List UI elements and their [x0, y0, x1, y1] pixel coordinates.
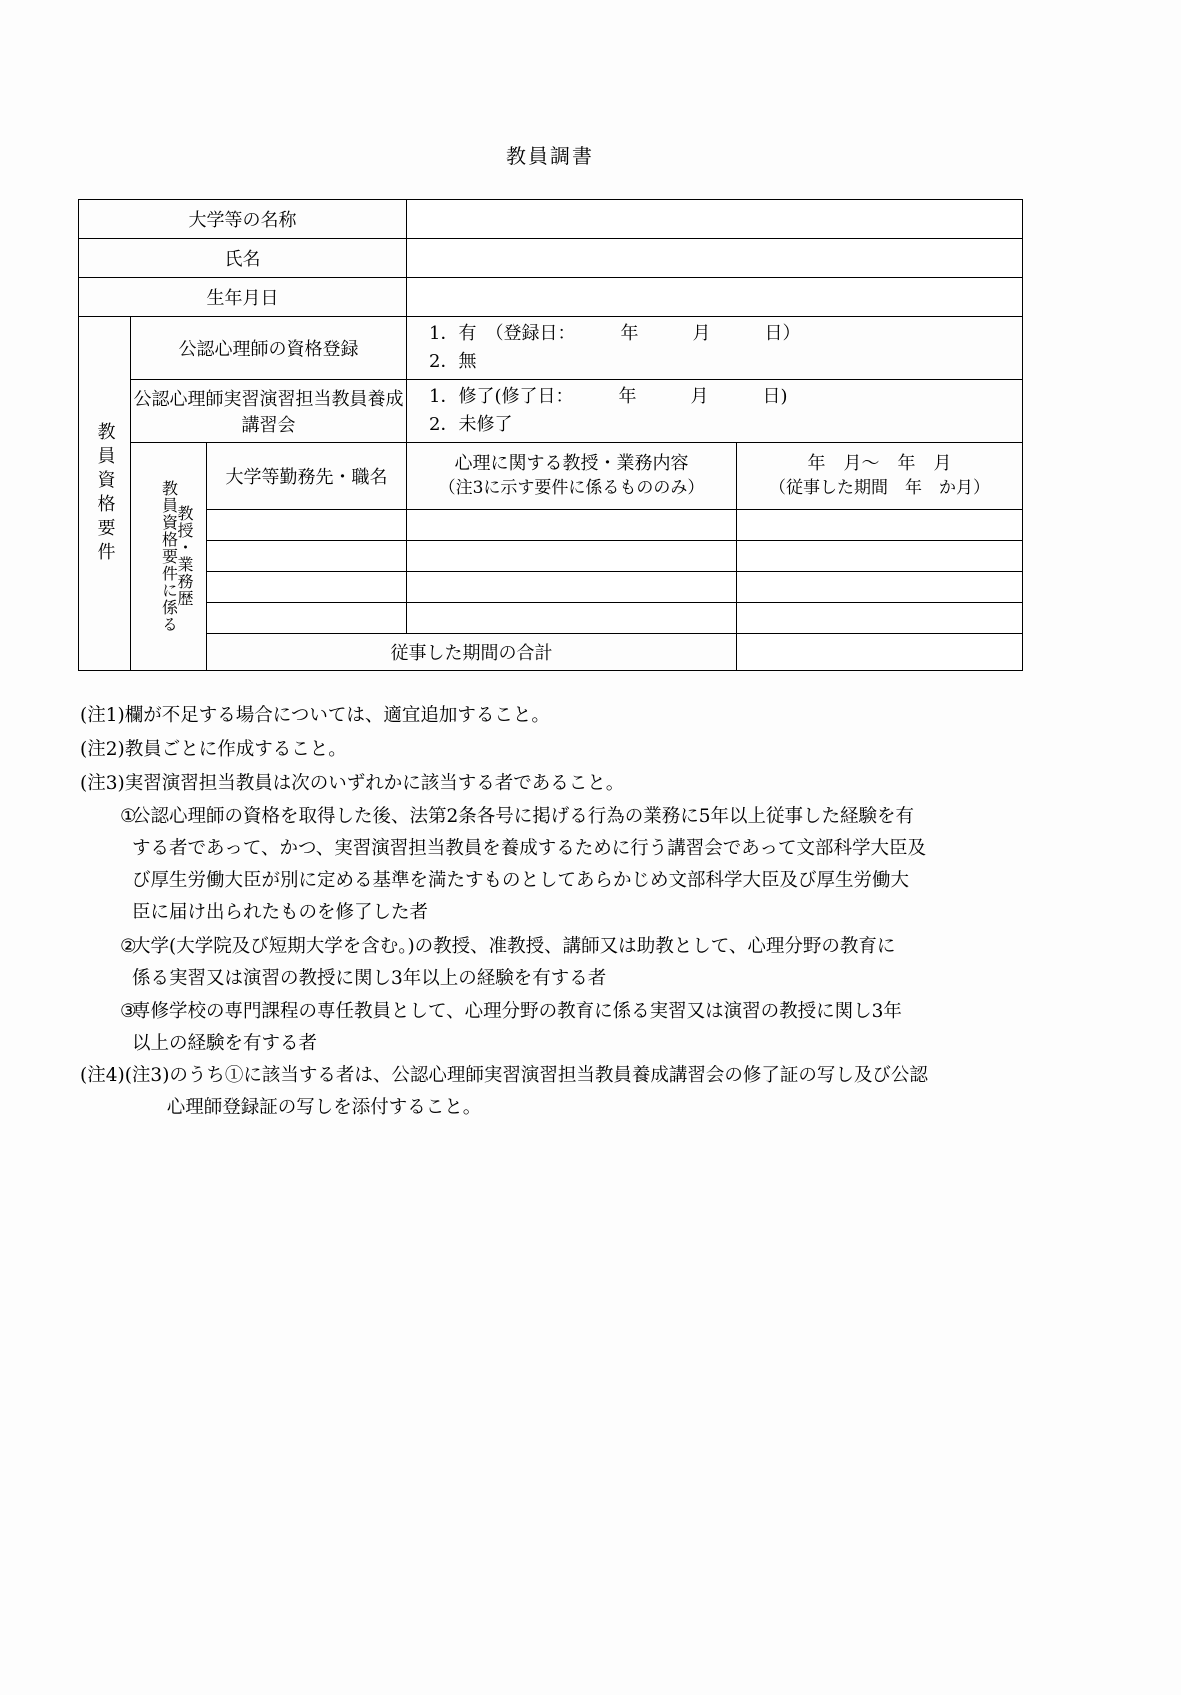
label-total-period: 従事した期間の合計 [207, 634, 737, 671]
note-2: (注2)教員ごとに作成すること。 [80, 738, 347, 760]
table-row-total [79, 634, 1023, 671]
teacher-record-table [78, 199, 1023, 671]
table-row-history-header [79, 443, 1023, 510]
section-label-qualification-requirements-text: 教員資格要件 [94, 421, 116, 566]
vertical-label-teaching-history-text: 教授・業務歴 [175, 505, 194, 607]
note-4-line2: 心理師登録証の写しを添付すること。 [166, 1096, 482, 1118]
note-4-line1: (注3)のうち①に該当する者は、公認心理師実習演習担当教員養成講習会の修了証の写し及び公認 [124, 1064, 928, 1086]
qualification-option-yes[interactable]: 1．有 （登録日： 年 月 日） [429, 323, 801, 345]
note-3-item-2-line2: 係る実習又は演習の教授に関し3年以上の経験を有する者 [132, 967, 607, 989]
note-3-item-1-body [132, 801, 1100, 928]
note-3-item-3-line1: 専修学校の専門課程の専任教員として、心理分野の教育に係る実習又は演習の教授に関し3年 [132, 1001, 902, 1023]
col-header-period [737, 443, 1023, 510]
table-row-history-entry [79, 510, 1023, 541]
section-label-qualification-requirements [79, 317, 131, 671]
entry-workplace[interactable] [207, 603, 407, 634]
table-row-birthdate [79, 278, 1023, 317]
note-3-item-1-line1: 公認心理師の資格を取得した後、法第2条各号に掲げる行為の業務に5年以上従事した経験を有 [132, 806, 915, 828]
entry-content[interactable] [407, 603, 737, 634]
col-header-period-line1: 年 月〜 年 月 [807, 453, 952, 475]
note-3-item-2-line1: 大学(大学院及び短期大学を含む。)の教授、准教授、講師又は助教として、心理分野の教育に [132, 935, 896, 957]
options-qualification-registration[interactable] [407, 317, 1023, 380]
entry-content[interactable] [407, 510, 737, 541]
table-row-name [79, 239, 1023, 278]
entry-content[interactable] [407, 572, 737, 603]
entry-workplace[interactable] [207, 572, 407, 603]
note-3-heading: (注3)実習演習担当教員は次のいずれかに該当する者であること。 [80, 772, 625, 794]
value-university-name[interactable] [407, 200, 1023, 239]
value-total-period[interactable] [737, 634, 1023, 671]
label-training-course: 公認心理師実習演習担当教員養成講習会 [131, 380, 407, 443]
value-name[interactable] [407, 239, 1023, 278]
training-option-completed[interactable]: 1．修了(修了日： 年 月 日) [429, 386, 788, 408]
table-row-history-entry [79, 541, 1023, 572]
qualification-option-no[interactable]: 2．無 [429, 351, 477, 372]
note-3-item-1 [80, 801, 1100, 928]
col-header-period-line2: （従事した期間 年 か月） [769, 477, 991, 498]
note-3-item-3-line2: 以上の経験を有する者 [132, 1033, 318, 1055]
entry-period[interactable] [737, 510, 1023, 541]
label-name: 氏名 [79, 239, 407, 278]
note-3-item-1-line3: び厚生労働大臣が別に定める基準を満たすものとしてあらかじめ文部科学大臣及び厚生労働大 [132, 870, 910, 892]
table-row-university-name [79, 200, 1023, 239]
note-3-item-1-line2: する者であって、かつ、実習演習担当教員を養成するために行う講習会であって文部科学大臣及 [132, 838, 927, 860]
entry-workplace[interactable] [207, 510, 407, 541]
note-3-item-2-marker: ② [120, 935, 137, 957]
label-qualification-registration: 公認心理師の資格登録 [131, 317, 407, 380]
label-university-name: 大学等の名称 [79, 200, 407, 239]
entry-content[interactable] [407, 541, 737, 572]
entry-period[interactable] [737, 572, 1023, 603]
table-row-history-entry [79, 572, 1023, 603]
note-3-item-1-line4: 臣に届け出られたものを修了した者 [132, 901, 429, 923]
notes-section [80, 700, 1100, 1124]
vertical-label-requirement-related-text: 教員資格要件に係る [159, 480, 179, 633]
note-4 [80, 1060, 1100, 1124]
note-3-item-3-marker: ③ [120, 1001, 137, 1023]
table-row-qualification-registration [79, 317, 1023, 380]
vertical-label-teaching-history [155, 440, 213, 672]
entry-workplace[interactable] [207, 541, 407, 572]
training-option-not-completed[interactable]: 2．未修了 [429, 414, 513, 435]
note-3-item-1-marker: ① [120, 806, 137, 828]
table-row-history-entry [79, 603, 1023, 634]
entry-period[interactable] [737, 603, 1023, 634]
label-birthdate: 生年月日 [79, 278, 407, 317]
note-3-item-2 [80, 931, 1100, 995]
note-3-item-3-body [132, 996, 1100, 1060]
col-header-content-line1: 心理に関する教授・業務内容 [454, 453, 689, 475]
note-3-item-3 [80, 996, 1100, 1060]
col-header-content-line2: （注3に示す要件に係るもののみ） [438, 477, 705, 498]
page-title: 教員調書 [506, 144, 594, 168]
entry-period[interactable] [737, 541, 1023, 572]
options-training-course[interactable] [407, 380, 1023, 443]
note-3-item-2-body [132, 931, 1100, 995]
table-row-training-course [79, 380, 1023, 443]
note-4-body [125, 1060, 1100, 1124]
col-header-content [407, 443, 737, 510]
note-4-label: (注4) [80, 1064, 125, 1086]
col-header-workplace: 大学等勤務先・職名 [207, 443, 407, 510]
value-birthdate[interactable] [407, 278, 1023, 317]
note-1: (注1)欄が不足する場合については、適宜追加すること。 [80, 705, 550, 726]
